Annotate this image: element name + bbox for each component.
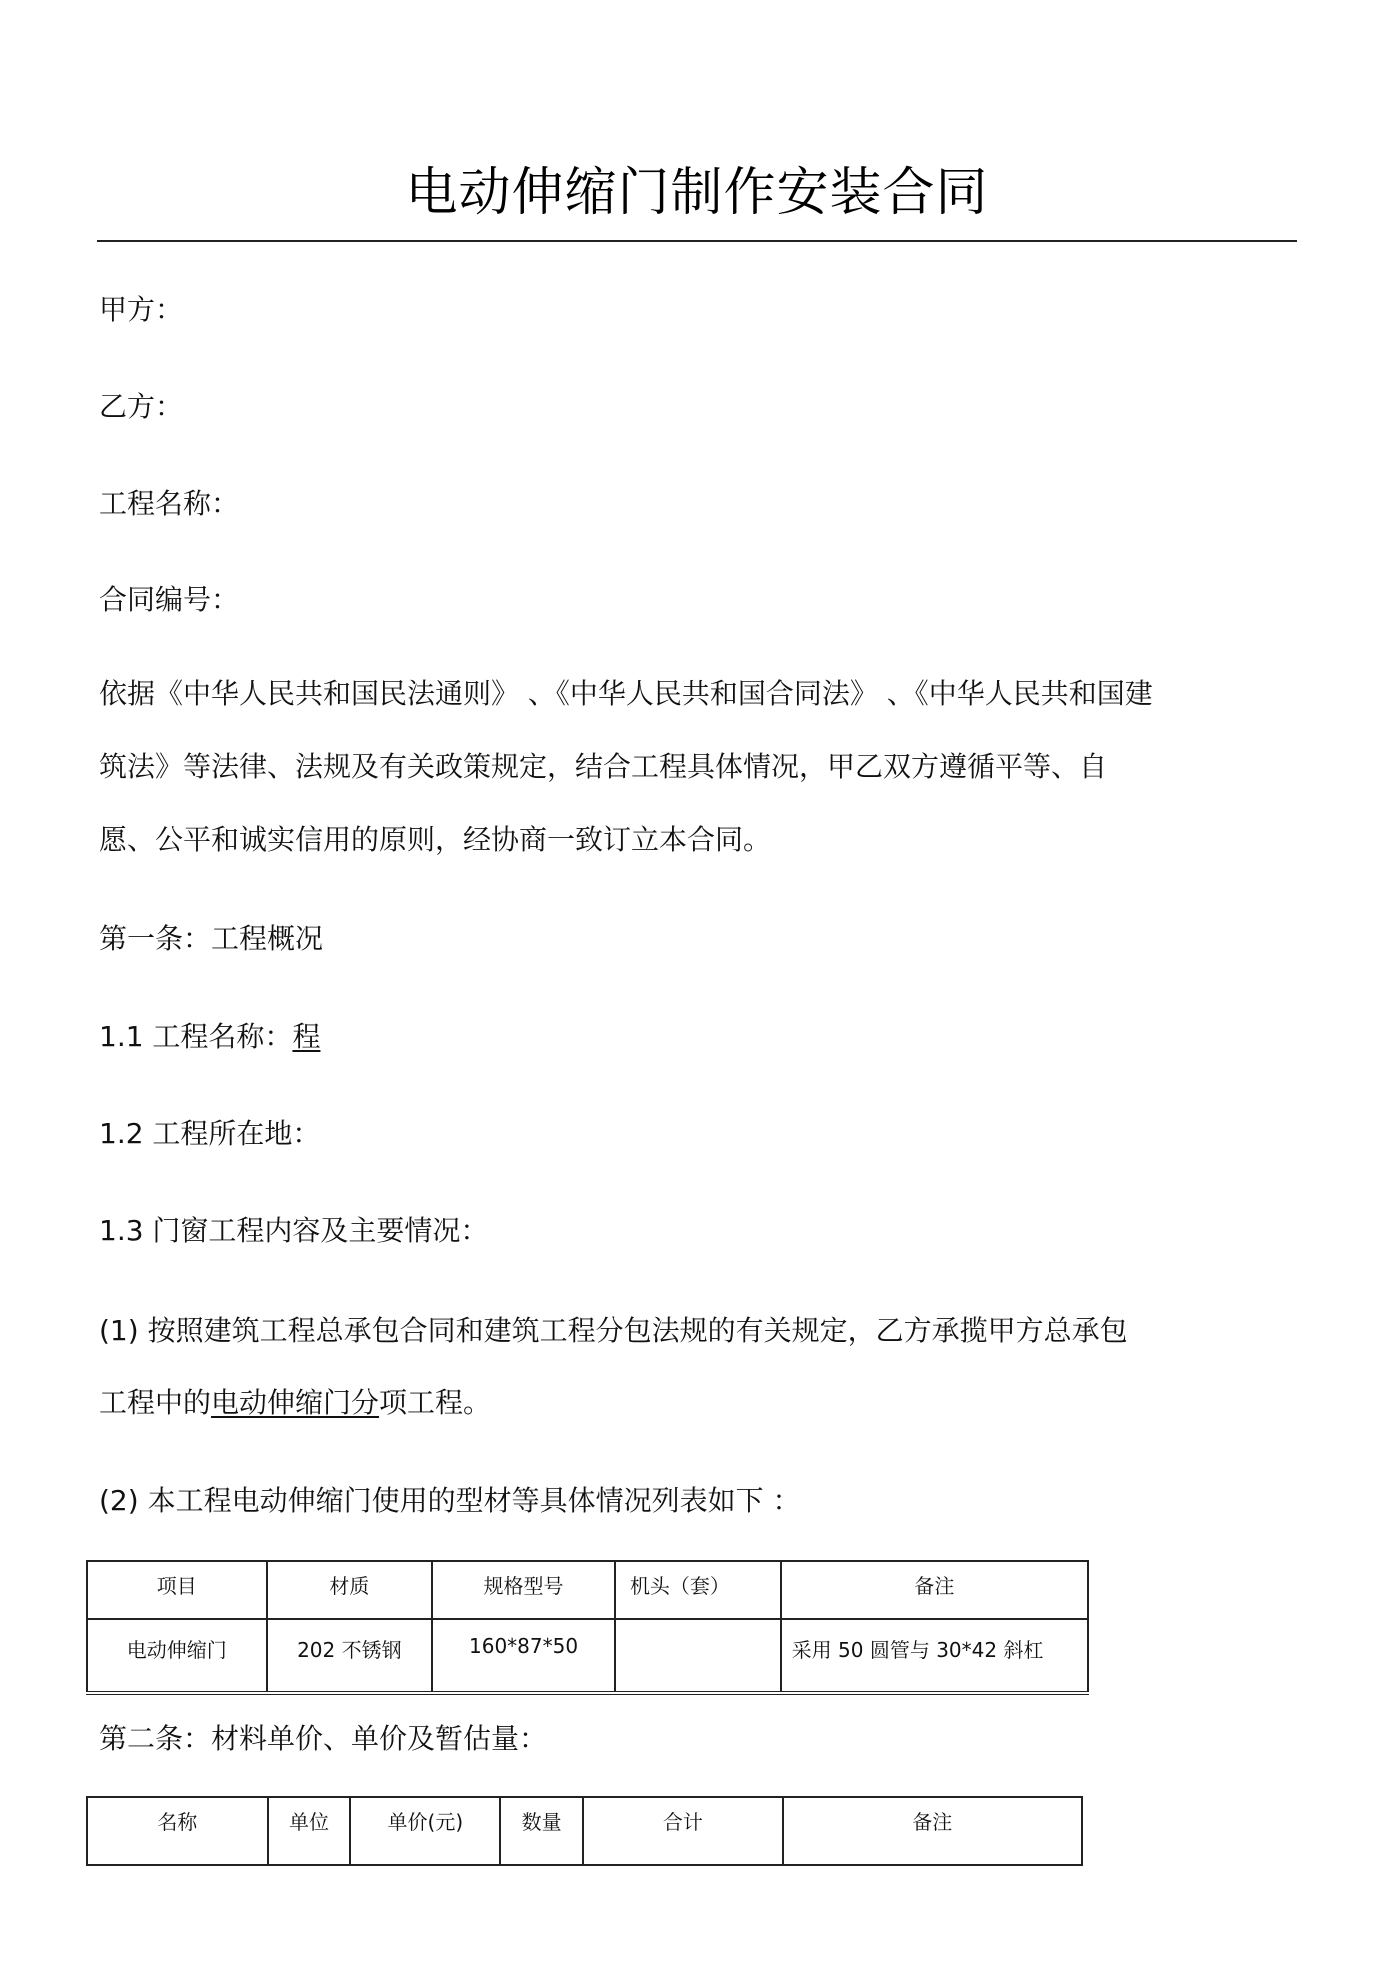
item-p2: (2) 本工程电动伸缩门使用的型材等具体情况列表如下 ：: [99, 1484, 801, 1517]
table-header-row: [87, 1797, 1082, 1865]
item-p1-underlined: 电动伸缩门分: [211, 1386, 380, 1419]
project-name-label: 工程名称：: [99, 487, 240, 520]
party-b-label: 乙方：: [99, 390, 184, 423]
table-header-cell: 合计: [583, 1797, 783, 1865]
table-header-cell: 备注: [781, 1561, 1088, 1619]
party-a-label: 甲方：: [99, 293, 184, 326]
item-p1-text-a: 工程中的: [99, 1386, 212, 1419]
table-header-cell: 规格型号: [432, 1561, 615, 1619]
table-cell: 160*87*50: [432, 1619, 615, 1693]
preamble: [99, 657, 1269, 876]
table-header-cell: 机头（套）: [615, 1561, 781, 1619]
preamble-line-2: 筑法》等法律、法规及有关政策规定，结合工程具体情况，甲乙双方遵循平等、自: [99, 750, 1108, 783]
table-header-cell: 数量: [500, 1797, 583, 1865]
document-title: 电动伸缩门制作安装合同: [405, 163, 989, 223]
table-header-cell: 名称: [87, 1797, 268, 1865]
contract-no-label: 合同编号：: [99, 583, 240, 616]
table-row: [87, 1619, 1088, 1693]
item-1-2: 1.2 工程所在地：: [99, 1117, 321, 1150]
table-header-cell: 单价(元): [350, 1797, 500, 1865]
table-cell: 202 不锈钢: [267, 1619, 433, 1693]
table-header-cell: 备注: [783, 1797, 1082, 1865]
preamble-line-3: 愿、公平和诚实信用的原则，经协商一致订立本合同。: [99, 823, 772, 856]
item-1-1-value: 程: [292, 1020, 321, 1053]
item-p1-line-1: (1) 按照建筑工程总承包合同和建筑工程分包法规的有关规定，乙方承揽甲方总承包: [99, 1314, 1128, 1347]
item-p1-text-b: 项工程。: [379, 1386, 492, 1419]
table-header-cell: 项目: [87, 1561, 267, 1619]
table-cell: 采用 50 圆管与 30*42 斜杠: [781, 1619, 1088, 1693]
item-1-3: 1.3 门窗工程内容及主要情况：: [99, 1214, 489, 1247]
table-cell: 电动伸缩门: [87, 1619, 267, 1693]
item-p1-line-2: [99, 1386, 491, 1420]
table-header-cell: 单位: [268, 1797, 351, 1865]
article-2-heading: 第二条：材料单价、单价及暂估量：: [99, 1722, 548, 1755]
table-cell: [615, 1619, 781, 1693]
table-header-cell: 材质: [267, 1561, 433, 1619]
article-1-heading: 第一条：工程概况: [99, 922, 324, 955]
pricing-table: [86, 1796, 1083, 1866]
title-rule: [97, 240, 1297, 242]
preamble-line-1: 依据《中华人民共和国民法通则》 、《中华人民共和国合同法》 、《中华人民共和国建: [99, 677, 1153, 710]
item-1-1-label: 1.1 工程名称：: [99, 1020, 293, 1053]
item-1-1: [99, 1020, 320, 1054]
materials-table: [86, 1560, 1089, 1695]
table-header-row: [87, 1561, 1088, 1619]
